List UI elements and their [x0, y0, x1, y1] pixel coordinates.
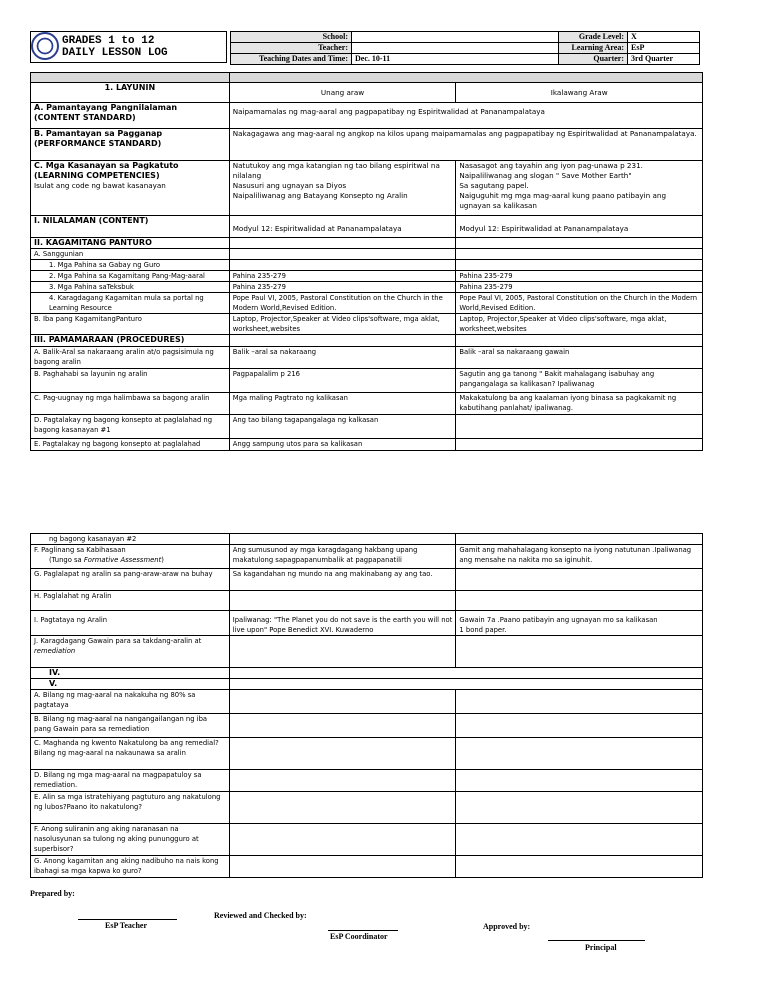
procedures-label: III. PAMAMARAAN (PROCEDURES): [31, 335, 230, 347]
proc-f-label: F. Paglinang sa Kabihasaan: [34, 546, 126, 554]
teacher-value: [352, 43, 559, 54]
form-title-line2: DAILY LESSON LOG: [62, 47, 168, 59]
ref3-day2: Pahina 235-279: [456, 282, 703, 293]
proc-f-sub-a: (Tungo sa: [49, 556, 84, 564]
ref3-label: 3. Mga Pahina saTeksbuk: [31, 282, 230, 293]
ref3-day1: Pahina 235-279: [229, 282, 456, 293]
form-title-line1: GRADES 1 to 12: [62, 35, 155, 47]
coordinator-label: EsP Coordinator: [330, 932, 388, 941]
performance-standard-label: B. Pamantayan sa Pagganap (PERFORMANCE STANDARD): [31, 129, 230, 161]
other-materials-label: B. Iba pang KagamitangPanturo: [31, 314, 230, 335]
reflection-d-label: D. Bilang ng mga mag-aaral na magpapatuloy sa remediation.: [31, 770, 230, 792]
proc-a-label: A. Balik-Aral sa nakaraang aralin at/o pagsisimula ng bagong aralin: [31, 347, 230, 369]
reflection-g-label: G. Anong kagamitan ang aking nadibuho na nais kong ibahagi sa mga kapwa ko guro?: [31, 856, 230, 878]
other-materials-day2: Laptop, Projector,Speaker at Video clips'software, mga aklat, worksheet,websites: [456, 314, 703, 335]
ref1-label: 1. Mga Pahina sa Gabay ng Guro: [31, 260, 230, 271]
proc-b-day1: Pagpapalalim p 216: [229, 369, 456, 393]
proc-b-day2: Sagutin ang ga tanong " Bakit mahalagang isabuhay ang pangangalaga sa kalikasan? Ipaliwanag: [456, 369, 703, 393]
reviewed-by-label: Reviewed and Checked by:: [214, 911, 307, 920]
section-v-label: V.: [31, 679, 230, 690]
content-standard-text: Naipamamalas ng mag-aaral ang pagpapatibay ng Espiritwalidad at Pananampalataya: [229, 103, 702, 129]
proc-g-day1: Sa kagandahan ng mundo na ang makinabang ay ang tao.: [229, 569, 456, 591]
content-standard-label: A. Pamantayang Pangnilalaman (CONTENT STANDARD): [31, 103, 230, 129]
performance-standard-text: Nakagagawa ang mag-aaral ng angkop na kilos upang maipamamalas ang pagpapatibay ng Espiritwalidad at Pananampalataya.: [229, 129, 702, 161]
section-iv-label: IV.: [31, 668, 230, 679]
proc-f-day1: Ang sumusunod ay mga karagdagang hakbang upang makatulong sapagpapanumbalik at pagpapanatili: [229, 545, 456, 569]
quarter-value: 3rd Quarter: [628, 54, 700, 65]
day1-heading: Unang araw: [229, 83, 456, 103]
area-label: Learning Area:: [559, 43, 628, 54]
proc-i-label: I. Pagtataya ng Aralin: [31, 611, 230, 636]
lesson-log-table-page1: [30, 72, 703, 451]
ref4-day1: Pope Paul VI, 2005, Pastoral Constitution on the Church in the Modern World,Revised Edition.: [229, 293, 456, 314]
school-label: School:: [231, 32, 352, 43]
lesson-log-table-page2: [30, 533, 703, 878]
other-materials-day1: Laptop, Projector,Speaker at Video clips'software, mga aklat, worksheet,websites: [229, 314, 456, 335]
principal-signature-line: [548, 940, 645, 941]
sanggunian-label: A. Sanggunian: [31, 249, 230, 260]
principal-label: Principal: [585, 943, 617, 952]
header-info-table: [230, 31, 700, 65]
proc-h-label: H. Paglalahat ng Aralin: [31, 591, 230, 611]
approved-by-label: Approved by:: [483, 922, 531, 931]
proc-c-day1: Mga maling Pagtrato ng kalikasan: [229, 393, 456, 415]
proc-f-sub-b: Formative Assessment: [83, 556, 162, 564]
ref4-day2: Pope Paul VI, 2005, Pastoral Constitution on the Church in the Modern World,Revised Edition.: [456, 293, 703, 314]
proc-i-day2: Gawain 7a .Paano patibayin ang ugnayan mo sa kalikasan 1 bond paper.: [456, 611, 703, 636]
proc-f-sub: [34, 555, 226, 565]
proc-f-day2: Gamit ang mahahalagang konsepto na iyong natutunan .Ipaliwanag ang mensahe na nakita mo sa iginuhit.: [456, 545, 703, 569]
ref2-day2: Pahina 235-279: [456, 271, 703, 282]
esp-teacher-label: EsP Teacher: [105, 921, 148, 930]
proc-b-label: B. Paghahabi sa layunin ng aralin: [31, 369, 230, 393]
proc-e-continued: ng bagong kasanayan #2: [31, 534, 230, 545]
nilalaman-label: I. NILALAMAN (CONTENT): [31, 216, 230, 238]
proc-i-day1: Ipaliwanag: "The Planet you do not save is the earth you will not live upon" Pope Benedict XVI. Kuwaderno: [229, 611, 456, 636]
school-value: [352, 32, 559, 43]
nilalaman-day2: Modyul 12: Espiritwalidad at Pananampalataya: [456, 216, 703, 238]
ref2-label: 2. Mga Pahina sa Kagamitang Pang-Mag-aaral: [31, 271, 230, 282]
teacher-signature-line: [78, 919, 177, 920]
proc-f-sub-c: ): [161, 556, 164, 564]
proc-e-day1: Angg sampung utos para sa kalikasan: [229, 439, 456, 451]
layunin-heading: 1. LAYUNIN: [31, 83, 230, 103]
teacher-label: Teacher:: [231, 43, 352, 54]
reflection-e-label: E. Alin sa mga istratehiyang pagtuturo ang nakatulong ng lubos?Paano ito nakatulong?: [31, 792, 230, 824]
nilalaman-day1: Modyul 12: Espiritwalidad at Pananampalataya: [229, 216, 456, 238]
proc-d-day1: Ang tao bilang tagapangalaga ng kalkasan: [229, 415, 456, 439]
day2-heading: Ikalawang Araw: [456, 83, 703, 103]
kagamitan-label: II. KAGAMITANG PANTURO: [31, 238, 230, 249]
proc-j-text: J. Karagdagang Gawain para sa takdang-aralin at: [34, 637, 202, 645]
dates-value: Dec. 10-11: [352, 54, 559, 65]
proc-e-label: E. Pagtalakay ng bagong konsepto at paglalahad: [31, 439, 230, 451]
proc-j-italic: remediation: [34, 647, 76, 655]
reflection-f-label: F. Anong suliranin ang aking naranasan na nasolusyunan sa tulong ng aking punungguro at superbisor?: [31, 824, 230, 856]
proc-d-label: D. Pagtalakay ng bagong konsepto at paglalahad ng bagong kasanayan #1: [31, 415, 230, 439]
proc-j-label: [31, 636, 230, 668]
proc-g-label: G. Paglalapat ng aralin sa pang-araw-araw na buhay: [31, 569, 230, 591]
prepared-by-label: Prepared by:: [30, 889, 75, 898]
ref4-label: 4. Karagdagang Kagamitan mula sa portal ng Learning Resource: [31, 293, 230, 314]
competencies-day2: Nasasagot ang tayahin ang iyon pag-unawa p 231. Naipaliliwanag ang slogan " Save Mother Earth" Sa sagutang papel. Naiguguhit mg mga mag-aaral kung paano patibayin ang ugnayan sa kalikasan: [456, 161, 703, 216]
coordinator-signature-line: [328, 930, 398, 931]
grade-value: X: [628, 32, 700, 43]
competencies-label: C. Mga Kasanayan sa Pagkatuto (LEARNING COMPETENCIES): [34, 161, 179, 180]
title-box-border: [30, 31, 227, 63]
dates-label: Teaching Dates and Time:: [231, 54, 352, 65]
competencies-day1: Natutukoy ang mga katangian ng tao bilang espiritwal na nilalang Nasusuri ang ugnayan sa Diyos Naipaliliwanag ang Batayang Konsepto ng Aralin: [229, 161, 456, 216]
reflection-c-label: C. Maghanda ng kwento Nakatulong ba ang remedial? Bilang ng mag-aaral na nakaunawa sa aralin: [31, 738, 230, 770]
proc-a-day1: Balik –aral sa nakaraang: [229, 347, 456, 369]
competencies-sub: Isulat ang code ng bawat kasanayan: [34, 181, 166, 190]
proc-a-day2: Balik –aral sa nakaraang gawain: [456, 347, 703, 369]
proc-c-day2: Makakatulong ba ang kaalaman iyong binasa sa pagkakamit ng kabutihang panlahat/ ipaliwanag.: [456, 393, 703, 415]
ref2-day1: Pahina 235-279: [229, 271, 456, 282]
reflection-b-label: B. Bilang ng mag-aaral na nangangailangan ng iba pang Gawain para sa remediation: [31, 714, 230, 738]
grade-label: Grade Level:: [559, 32, 628, 43]
reflection-a-label: A. Bilang ng mag-aaral na nakakuha ng 80% sa pagtataya: [31, 690, 230, 714]
area-value: EsP: [628, 43, 700, 54]
proc-c-label: C. Pag-uugnay ng mga halimbawa sa bagong aralin: [31, 393, 230, 415]
quarter-label: Quarter:: [559, 54, 628, 65]
